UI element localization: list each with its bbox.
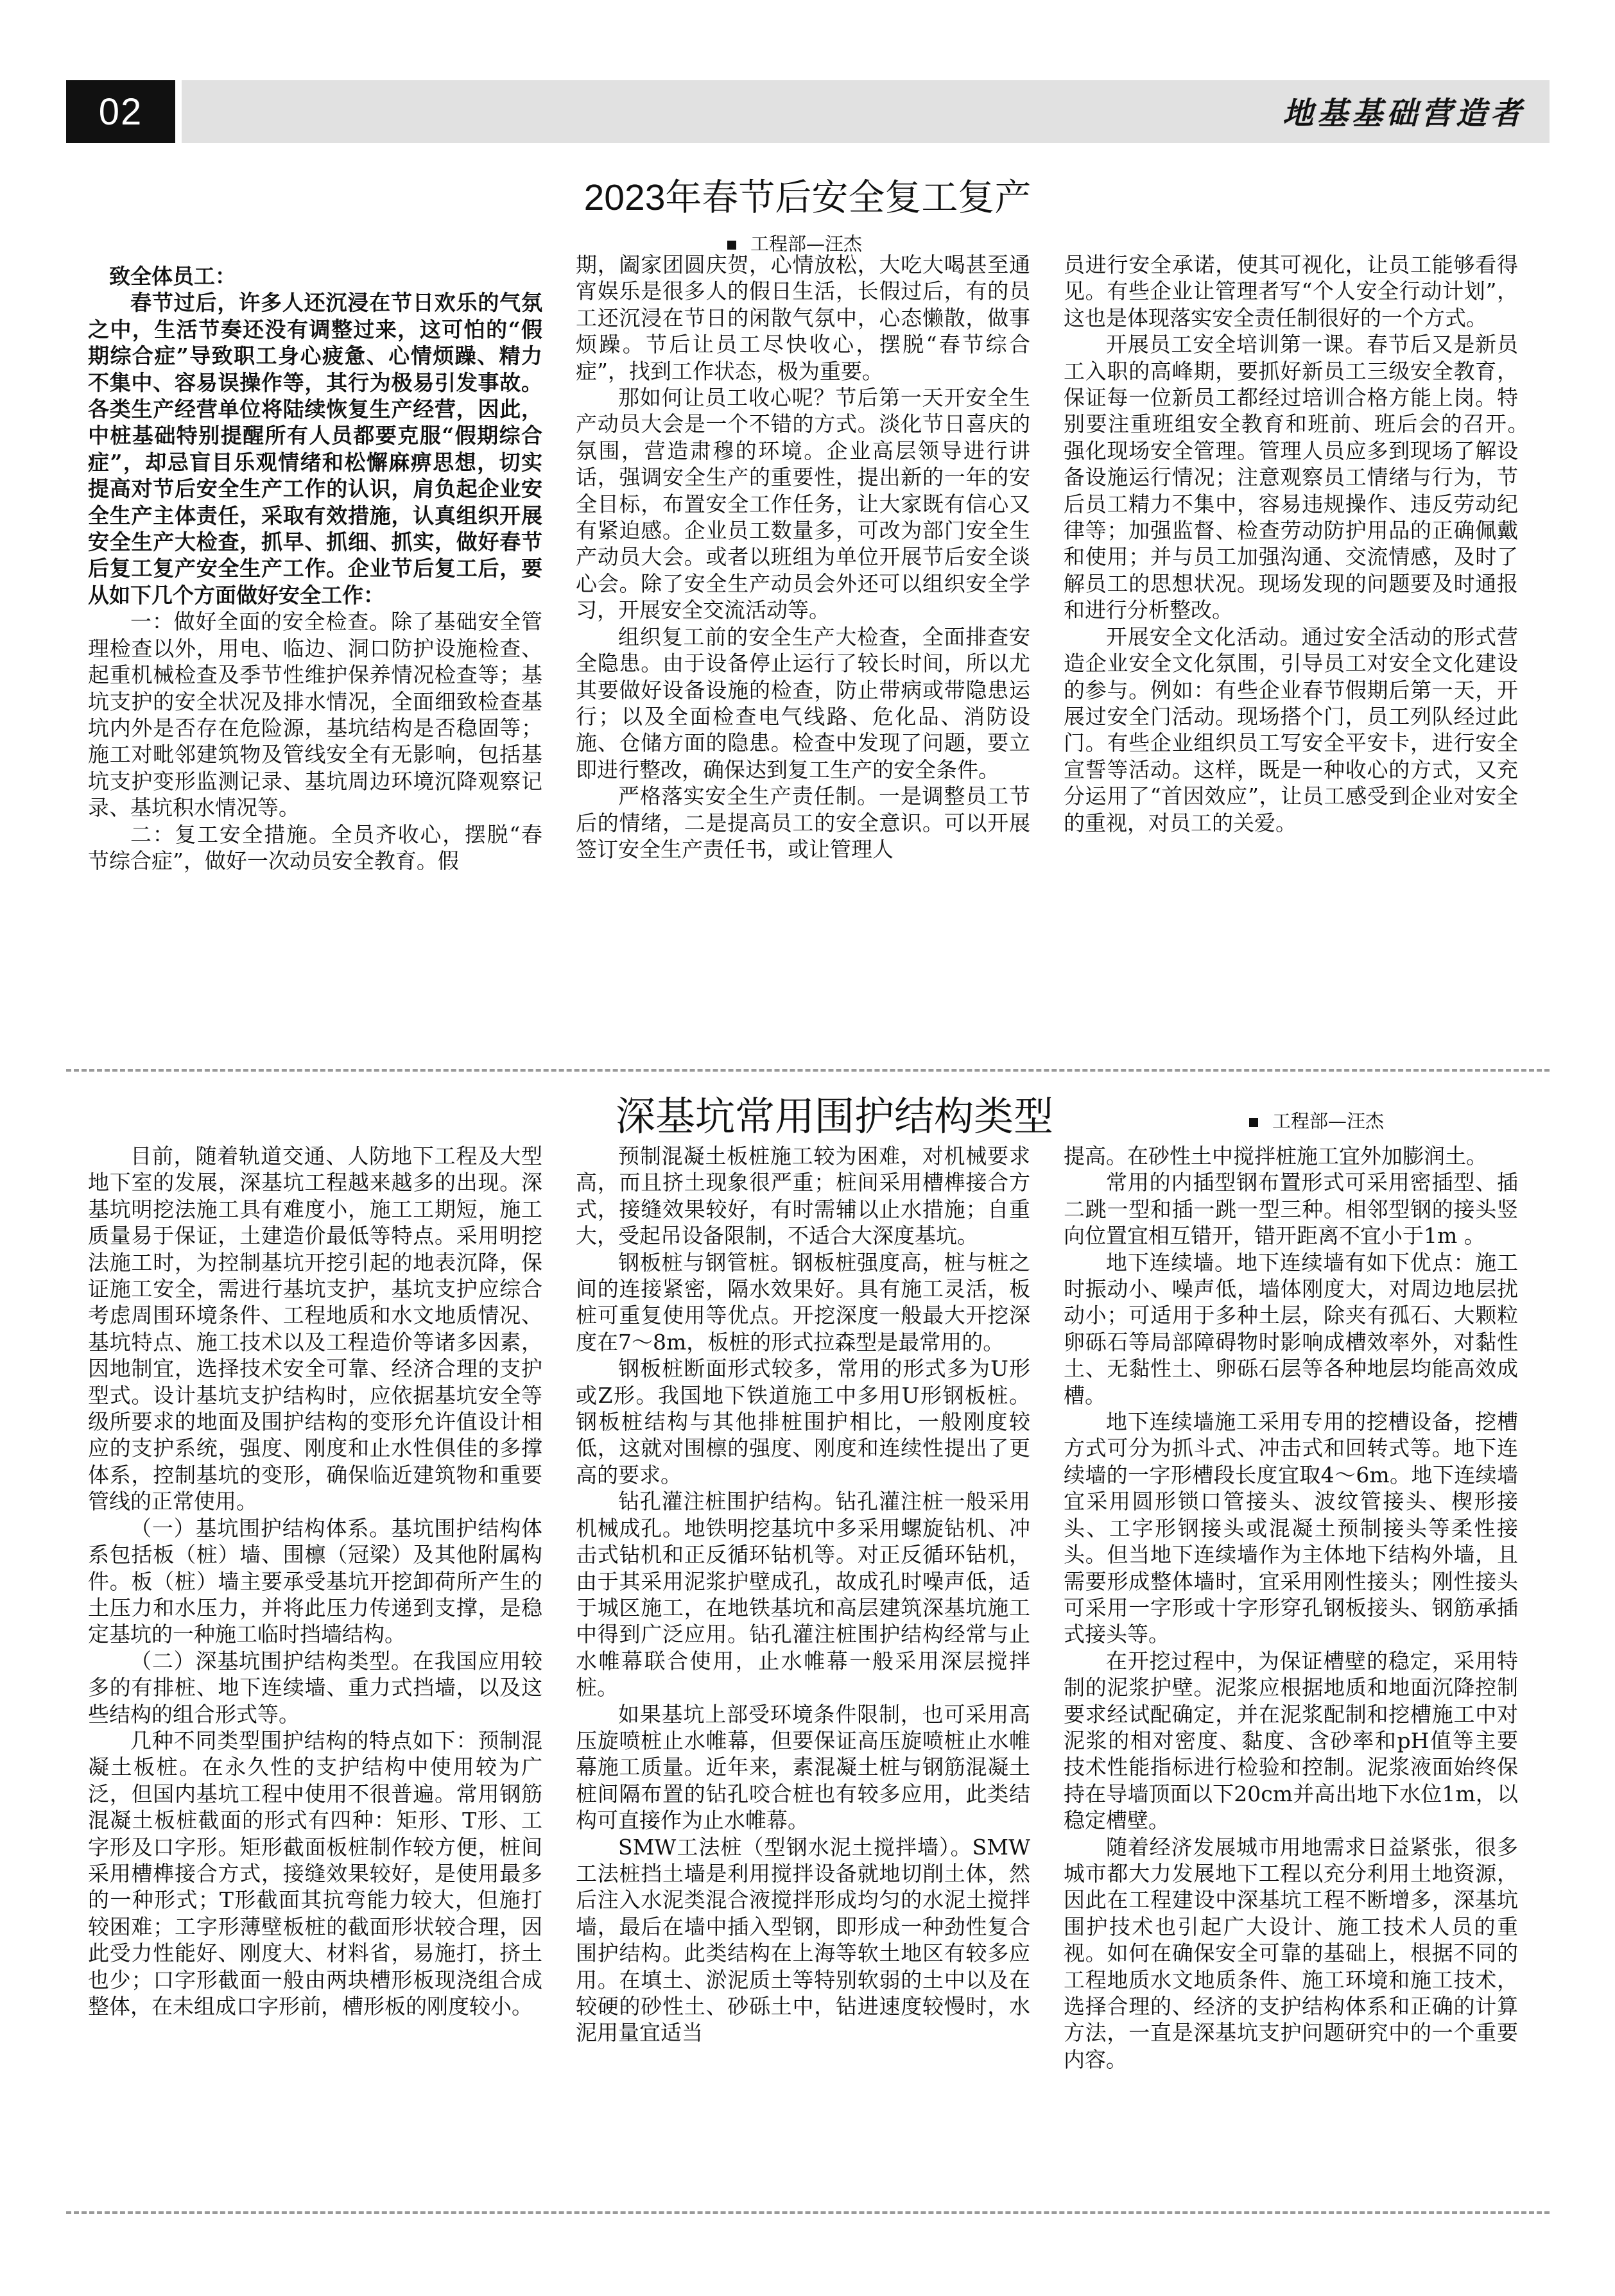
paragraph: 二：复工安全措施。全员齐收心，摆脱“春节综合症”，做好一次动员安全教育。假 (88, 821, 542, 873)
paragraph: 在开挖过程中，为保证槽壁的稳定，采用特制的泥浆护壁。泥浆应根据地质和地面沉降控制要求经试配确定，并在泥浆配制和挖槽施工中对泥浆的相对密度、黏度、含砂率和pH值等主要技术性能指标进行检验和控制。泥浆液面始终保持在导墙顶面以下20cm并高出地下水位1m，以稳定槽壁。 (1064, 1648, 1518, 1833)
paragraph: 预制混凝土板桩施工较为困难，对机械要求高，而且挤土现象很严重；桩间采用槽榫接合方式，接缝效果较好，有时需辅以止水措施；自重大，受起吊设备限制，不适合大深度基坑。 (576, 1144, 1030, 1249)
article-title: 2023年春节后安全复工复产 (583, 177, 1032, 218)
paragraph: 几种不同类型围护结构的特点如下：预制混凝土板桩。在永久性的支护结构中使用较为广泛，但国内基坑工程中使用不很普遍。常用钢筋混凝土板桩截面的形式有四种：矩形、T形、工字形及口字形。矩形截面板桩制作较方便，桩间采用槽榫接合方式，接缝效果较好，是使用最多的一种形式；T形截面其抗弯能力较大，但施打较困难；工字形薄壁板桩的截面形状较合理，因此受力性能好、刚度大、材料省，易施打，挤土也少；口字形截面一般由两块槽形板现浇组合成整体，在未组成口字形前，槽形板的刚度较小。 (88, 1727, 542, 2019)
paragraph: 目前，随着轨道交通、人防地下工程及大型地下室的发展，深基坑工程越来越多的出现。深基坑明挖法施工具有难度小，施工工期短，施工质量易于保证，土建造价最低等特点。采用明挖法施工时，为控制基坑开挖引起的地表沉降，保证施工安全，需进行基坑支护，基坑支护应综合考虑周围环境条件、工程地质和水文地质情况、基坑特点、施工技术以及工程造价等诸多因素，因地制宜，选择技术安全可靠、经济合理的支护型式。设计基坑支护结构时，应依据基坑安全等级所要求的地面及围护结构的变形允许值设计相应的支护系统，强度、刚度和止水性俱佳的多撑体系，控制基坑的变形，确保临近建筑物和重要管线的正常使用。 (88, 1144, 542, 1514)
article2-column-1 (88, 1143, 542, 2019)
paragraph: 常用的内插型钢布置形式可采用密插型、插二跳一型和插一跳一型三种。相邻型钢的接头竖向位置宜相互错开，错开距离不宜小于1m 。 (1064, 1170, 1518, 1249)
paragraph: 组织复工前的安全生产大检查，全面排查安全隐患。由于设备停止运行了较长时间，所以尤其要做好设备设施的检查，防止带病或带隐患运行；以及全面检查电气线路、危化品、消防设施、仓储方面的隐患。检查中发现了问题，要立即进行整改，确保达到复工生产的安全条件。 (576, 624, 1030, 782)
bullet-square-icon (1249, 1118, 1258, 1127)
article1-column-2 (576, 252, 1030, 862)
paragraph: SMW工法桩（型钢水泥土搅拌墙）。SMW工法桩挡土墙是利用搅拌设备就地切削土体，然后注入水泥类混合液搅拌形成均匀的水泥土搅拌墙，最后在墙中插入型钢，即形成一种劲性复合围护结构。此类结构在上海等软土地区有较多应用。在填土、淤泥质土等特别软弱的土中以及在较硬的砂性土、砂砾土中，钻进速度较慢时，水泥用量宜适当 (576, 1834, 1030, 2046)
byline-text: 工程部—汪杰 (1272, 1110, 1385, 1132)
paragraph: 一：做好全面的安全检查。除了基础安全管理检查以外，用电、临边、洞口防护设施检查、起重机械检查及季节性维护保养情况检查等；基坑支护的安全状况及排水情况，全面细致检查基坑内外是否存在危险源，基坑结构是否稳固等；施工对毗邻建筑物及管线安全有无影响，包括基坑支护变形监测记录、基坑周边环境沉降观察记录、基坑积水情况等。 (88, 609, 542, 821)
page-number: 02 (66, 80, 175, 143)
paragraph: 提高。在砂性土中搅拌桩施工宜外加膨润土。 (1064, 1144, 1487, 1169)
paragraph: 开展员工安全培训第一课。春节后又是新员工入职的高峰期，要抓好新员工三级安全教育，保证每一位新员工都经过培训合格方能上岗。特别要注重班组安全教育和班前、班后会的召开。 强化现场安全管理。管理人员应多到现场了解设备设施运行情况；注意观察员工情绪与行为，节后员工精力不集中，容易违规操作、违反劳动纪律等；加强监督、检查劳动防护用品的正确佩戴和使用；并与员工加强沟通、交流情感，及时了解员工的思想状况。现场发现的问题要及时通报和进行分析整改。 (1064, 332, 1560, 623)
paragraph: 地下连续墙。地下连续墙有如下优点：施工时振动小、噪声低，墙体刚度大，对周边地层扰动小；可适用于多种土层，除夹有孤石、大颗粒卵砾石等局部障碍物时影响成槽效率外，对黏性土、无黏性土、卵砾石层等各种地层均能高效成槽。 (1064, 1249, 1518, 1408)
paragraph: （二）深基坑围护结构类型。在我国应用较多的有排桩、地下连续墙、重力式挡墙，以及这些结构的组合形式等。 (88, 1648, 542, 1727)
paragraph: 春节过后，许多人还沉浸在节日欢乐的气氛之中，生活节奏还没有调整过来，这可怕的“假期综合症”导致职工身心疲惫、心情烦躁、精力不集中、容易误操作等，其行为极易引发事故。各类生产经营单位将陆续恢复生产经营，因此，中桩基础特别提醒所有人员都要克服“假期综合症”，却忌盲目乐观情绪和松懈麻痹思想，切实提高对节后安全生产工作的认识，肩负起企业安全生产主体责任，采取有效措施，认真组织开展安全生产大检查，抓早、抓细、抓实，做好春节后复工复产安全生产工作。企业节后复工后，要从如下几个方面做好安全工作： (88, 290, 542, 608)
section-divider (66, 1069, 1550, 1072)
paragraph: 随着经济发展城市用地需求日益紧张，很多城市都大力发展地下工程以充分利用土地资源，因此在工程建设中深基坑工程不断增多，深基坑围护技术也引起广大设计、施工技术人员的重视。如何在确保安全可靠的基础上，根据不同的工程地质水文地质条件、施工环境和施工技术，选择合理的、经济的支护结构体系和正确的计算方法，一直是深基坑支护问题研究中的一个重要内容。 (1064, 1834, 1518, 2072)
paragraph: 严格落实安全生产责任制。一是调整员工节后的情绪，二是提高员工的安全意识。可以开展签订安全生产责任书，或让管理人 (576, 784, 1030, 862)
paragraph: 钢板桩与钢管桩。钢板桩强度高，桩与桩之间的连接紧密，隔水效果好。具有施工灵活，板桩可重复使用等优点。开挖深度一般最大开挖深度在7～8m，板桩的形式拉森型是最常用的。 (576, 1249, 1030, 1355)
paragraph: 期，阖家团圆庆贺，心情放松，大吃大喝甚至通宵娱乐是很多人的假日生活，长假过后，有的员工还沉浸在节日的闲散气氛中，心态懒散，做事烦躁。节后让员工尽快收心，摆脱“春节综合症”，找到工作状态，极为重要。 (576, 252, 1030, 384)
article2-column-3 (1064, 1143, 1518, 2073)
masthead: 地基基础营造者 (1282, 96, 1525, 132)
article1-column-3 (1064, 252, 1560, 836)
paragraph: 员进行安全承诺，使其可视化，让员工能够看得见。有些企业让管理者写“个人安全行动计划”，这也是体现落实安全责任制很好的一个方式。 (1064, 252, 1518, 330)
byline-text: 工程部—汪杰 (750, 233, 863, 255)
paragraph: 如果基坑上部受环境条件限制，也可采用高压旋喷桩止水帷幕，但要保证高压旋喷桩止水帷幕施工质量。近年来，素混凝土桩与钢筋混凝土桩间隔布置的钻孔咬合桩也有较多应用，此类结构可直接作为止水帷幕。 (576, 1701, 1030, 1833)
salutation: 致全体员工： (109, 264, 236, 289)
paragraph: 钻孔灌注桩围护结构。钻孔灌注桩一般采用机械成孔。地铁明挖基坑中多采用螺旋钻机、冲击式钻机和正反循环钻机等。对正反循环钻机，由于其采用泥浆护壁成孔，故成孔时噪声低，适于城区施工，在地铁基坑和高层建筑深基坑施工中得到广泛应用。钻孔灌注桩围护结构经常与止水帷幕联合使用，止水帷幕一般采用深层搅拌桩。 (576, 1489, 1030, 1701)
paragraph: 那如何让员工收心呢？节后第一天开安全生产动员大会是一个不错的方式。淡化节日喜庆的氛围，营造肃穆的环境。企业高层领导进行讲话，强调安全生产的重要性，提出新的一年的安全目标，布置安全工作任务，让大家既有信心又有紧迫感。企业员工数量多，可改为部门安全生产动员大会。或者以班组为单位开展节后安全谈心会。除了安全生产动员会外还可以组织安全学习，开展安全交流活动等。 (576, 385, 1030, 623)
article-byline (1249, 1107, 1384, 1133)
paragraph: 开展安全文化活动。通过安全活动的形式营造企业安全文化氛围，引导员工对安全文化建设的参与。例如：有些企业春节假期后第一天，开展过安全门活动。现场搭个门，员工列队经过此门。有些企业组织员工写安全平安卡，进行安全宣誓等活动。这样，既是一种收心的方式，又充分运用了“首因效应”，让员工感受到企业对安全的重视，对员工的关爱。 (1064, 624, 1518, 835)
article2-column-2 (576, 1143, 1030, 2046)
paragraph: （一）基坑围护结构体系。基坑围护结构体系包括板（桩）墙、围檩（冠梁）及其他附属构件。板（桩）墙主要承受基坑开挖卸荷所产生的土压力和水压力，并将此压力传递到支撑，是稳定基坑的一种施工临时挡墙结构。 (88, 1515, 542, 1647)
paragraph: 钢板桩断面形式较多，常用的形式多为U形或Z形。我国地下铁道施工中多用U形钢板桩。钢板桩结构与其他排桩围护相比，一般刚度较低，这就对围檩的强度、刚度和连续性提出了更高的要求。 (576, 1356, 1030, 1487)
paragraph: 地下连续墙施工采用专用的挖槽设备，挖槽方式可分为抓斗式、冲击式和回转式等。地下连续墙的一字形槽段长度宜取4～6m。地下连续墙宜采用圆形锁口管接头、波纹管接头、楔形接头、工字形钢接头或混凝土预制接头等柔性接头。但当地下连续墙作为主体地下结构外墙，且需要形成整体墙时，宜采用刚性接头；刚性接头可采用一字形或十字形穿孔钢板接头、钢筋承插式接头等。 (1064, 1409, 1518, 1647)
bullet-square-icon (727, 241, 736, 250)
section-divider (66, 2211, 1550, 2214)
article1-column-1 (88, 263, 542, 874)
article-title: 深基坑常用围护结构类型 (615, 1095, 1053, 1139)
